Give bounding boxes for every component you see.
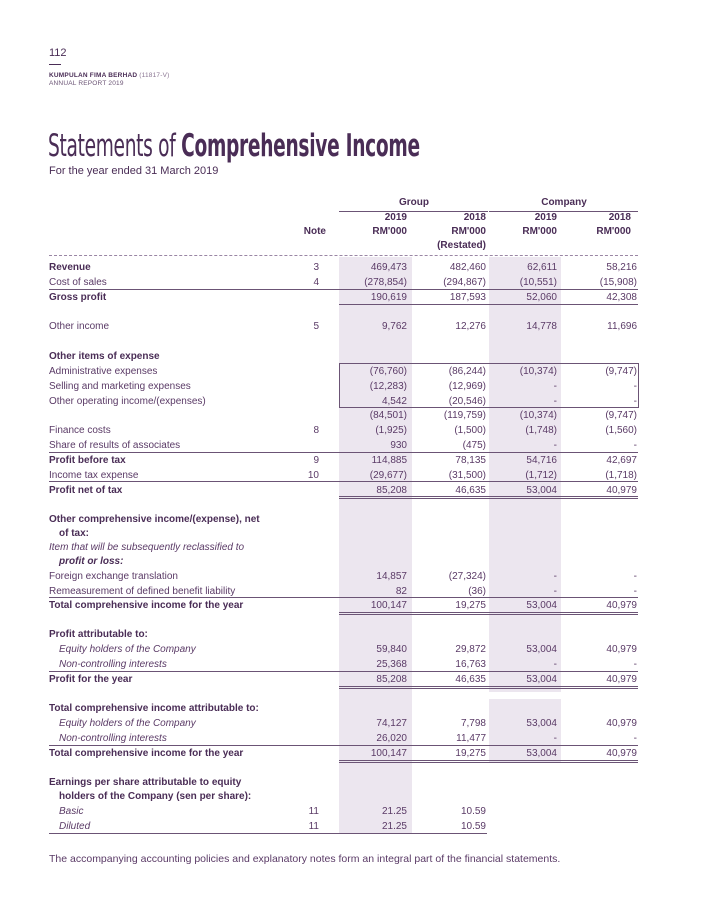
row-company-2018: - (633, 381, 637, 392)
g2018-year: 2018 (463, 212, 486, 223)
rule-profit-net-2 (339, 498, 638, 499)
row-company-2019: - (553, 381, 557, 392)
row-group-2019: (12,283) (369, 381, 407, 392)
row-company-2019: (10,551) (519, 277, 557, 288)
expenses-box (339, 363, 639, 408)
company-header: Company (541, 197, 587, 208)
row-label: Total comprehensive income for the year (49, 600, 244, 611)
row-group-2018: (36) (468, 586, 486, 597)
rule-tci-1 (339, 612, 638, 613)
report-name: ANNUAL REPORT 2019 (49, 80, 124, 87)
row-company-2019: (10,374) (519, 410, 557, 421)
row-group-2019: 21.25 (381, 821, 407, 832)
rule-remeasurement (49, 597, 638, 598)
g2018-unit: RM'000 (451, 226, 486, 237)
row-company-2018: 40,979 (606, 674, 637, 685)
row-company-2019: (1,712) (525, 470, 557, 481)
row-label: Earnings per share attributable to equity (49, 777, 242, 788)
row-company-2018: 58,216 (606, 262, 637, 273)
row-group-2018: 10.59 (460, 821, 486, 832)
row-note: 5 (313, 321, 319, 332)
row-group-2018: 19,275 (455, 748, 486, 759)
c2019-year: 2019 (534, 212, 557, 223)
row-label: Finance costs (49, 425, 111, 436)
row-label: Gross profit (49, 292, 107, 303)
row-label: Other items of expense (49, 351, 160, 362)
row-company-2019: (10,374) (519, 366, 557, 377)
rule-share-results (49, 452, 638, 453)
row-group-2018: 19,275 (455, 600, 486, 611)
g2018-restated: (Restated) (437, 240, 486, 251)
row-group-2019: 930 (390, 440, 407, 451)
row-group-2019: (278,854) (364, 277, 407, 288)
row-group-2018: (31,500) (448, 470, 486, 481)
title-bold: Comprehensive Income (181, 128, 420, 164)
row-company-2019: - (553, 571, 557, 582)
row-label: Profit for the year (49, 674, 133, 685)
rule-nci-2 (49, 745, 638, 746)
row-label: Income tax expense (49, 470, 139, 481)
row-company-2018: (9,747) (605, 410, 637, 421)
c2018-unit: RM'000 (596, 226, 631, 237)
row-group-2019: 469,473 (370, 262, 407, 273)
group-header: Group (399, 197, 429, 208)
row-group-2018: (119,759) (443, 410, 486, 421)
row-label: Profit net of tax (49, 485, 123, 496)
rule-tci-2 (339, 614, 638, 615)
row-note: 11 (308, 821, 319, 832)
row-label: Equity holders of the Company (59, 644, 196, 655)
row-label: Total comprehensive income for the year (49, 748, 244, 759)
row-label: Share of results of associates (49, 440, 181, 451)
page-number-rule (49, 64, 61, 65)
row-group-2018: 16,763 (455, 659, 486, 670)
row-label: Total comprehensive income attributable to: (49, 703, 259, 714)
rule-cost-of-sales (49, 289, 638, 290)
row-group-2019: (1,925) (375, 425, 407, 436)
row-company-2019: - (553, 396, 557, 407)
row-group-2019: 4,542 (381, 396, 407, 407)
g2019-year: 2019 (384, 212, 407, 223)
rule-income-tax (49, 481, 638, 482)
row-label: Basic (59, 806, 84, 817)
row-group-2018: 10.59 (460, 806, 486, 817)
row-company-2019: 14,778 (526, 321, 557, 332)
row-company-2019: - (553, 733, 557, 744)
row-note: 3 (313, 262, 319, 273)
row-group-2018: (1,500) (454, 425, 486, 436)
row-company-2018: - (633, 571, 637, 582)
row-label: Selling and marketing expenses (49, 381, 191, 392)
row-label: Remeasurement of defined benefit liability (49, 586, 236, 597)
row-label: Other operating income/(expenses) (49, 396, 206, 407)
row-group-2019: 82 (395, 586, 407, 597)
row-group-2019: 25,368 (376, 659, 407, 670)
row-company-2019: - (553, 659, 557, 670)
row-label: Non-controlling interests (59, 733, 167, 744)
page-title (48, 128, 420, 164)
row-company-2018: - (633, 396, 637, 407)
row-group-2019: 85,208 (376, 485, 407, 496)
c2018-year: 2018 (608, 212, 631, 223)
page-subtitle: For the year ended 31 March 2019 (49, 165, 219, 177)
company-name (49, 72, 170, 79)
row-group-2018: 78,135 (455, 455, 486, 466)
row-company-2018: - (633, 659, 637, 670)
row-company-2019: 54,716 (526, 455, 557, 466)
row-group-2019: 190,619 (370, 292, 407, 303)
row-group-2018: (20,546) (448, 396, 486, 407)
row-label: Other income (49, 321, 110, 332)
row-company-2018: (15,908) (599, 277, 637, 288)
row-group-2018: (294,867) (443, 277, 486, 288)
row-group-2018: 11,477 (456, 733, 486, 744)
rule-profit-year-1 (339, 686, 638, 687)
row-group-2019: 59,840 (376, 644, 407, 655)
row-label: Diluted (59, 821, 91, 832)
row-label: holders of the Company (sen per share): (59, 791, 252, 802)
row-group-2018: 46,635 (455, 674, 486, 685)
row-label: Foreign exchange translation (49, 571, 178, 582)
row-label: Item that will be subsequently reclassified to (49, 542, 245, 553)
row-group-2019: (29,677) (369, 470, 407, 481)
row-company-2018: - (633, 733, 637, 744)
row-company-2018: (1,560) (605, 425, 637, 436)
row-group-2019: 85,208 (376, 674, 407, 685)
g2019-unit: RM'000 (372, 226, 407, 237)
rule-nci-1 (49, 671, 638, 672)
company-name-text: KUMPULAN FIMA BERHAD (49, 72, 138, 79)
row-company-2018: (9,747) (605, 366, 637, 377)
page-number: 112 (49, 47, 67, 59)
row-company-2018: 40,979 (606, 748, 637, 759)
row-company-2019: - (553, 440, 557, 451)
row-label: Cost of sales (49, 277, 107, 288)
row-group-2018: 482,460 (449, 262, 486, 273)
row-company-2019: 53,004 (526, 600, 557, 611)
row-note: 8 (313, 425, 319, 436)
row-company-2018: 40,979 (606, 718, 637, 729)
row-label: profit or loss: (59, 556, 124, 567)
row-group-2018: (86,244) (448, 366, 486, 377)
row-note: 9 (313, 455, 319, 466)
row-group-2018: (27,324) (448, 571, 486, 582)
row-group-2018: 187,593 (449, 292, 486, 303)
row-group-2019: 100,147 (370, 748, 407, 759)
row-company-2018: (1,718) (605, 470, 637, 481)
row-company-2018: 42,697 (606, 455, 637, 466)
row-company-2018: 40,979 (606, 644, 637, 655)
row-company-2019: 52,060 (526, 292, 557, 303)
row-label: of tax: (59, 528, 89, 539)
row-group-2019: (84,501) (369, 410, 407, 421)
row-note: 10 (307, 470, 319, 481)
row-company-2018: 11,696 (607, 321, 637, 332)
row-group-2018: (12,969) (448, 381, 486, 392)
row-group-2018: (475) (462, 440, 486, 451)
row-label: Non-controlling interests (59, 659, 167, 670)
row-group-2019: 21.25 (381, 806, 407, 817)
row-group-2019: 14,857 (376, 571, 407, 582)
rule-profit-year-2 (339, 688, 638, 689)
row-group-2018: 12,276 (455, 321, 486, 332)
row-group-2018: 46,635 (455, 485, 486, 496)
row-company-2019: 53,004 (526, 644, 557, 655)
row-company-2018: 40,979 (606, 485, 637, 496)
c2019-unit: RM'000 (522, 226, 557, 237)
row-group-2019: 114,885 (371, 455, 407, 466)
footer-note: The accompanying accounting policies and explanatory notes form an integral part of the financial statements. (49, 853, 561, 865)
rule-gross-profit (339, 304, 638, 305)
header-divider (49, 255, 638, 256)
row-label: Administrative expenses (49, 366, 158, 377)
row-group-2019: 74,127 (376, 718, 407, 729)
row-label: Profit before tax (49, 455, 126, 466)
row-label: Revenue (49, 262, 91, 273)
row-note: 4 (313, 277, 319, 288)
row-company-2018: 42,308 (606, 292, 637, 303)
row-group-2019: 26,020 (376, 733, 407, 744)
row-company-2018: - (633, 440, 637, 451)
row-group-2019: (76,760) (369, 366, 407, 377)
row-company-2019: 62,611 (527, 262, 557, 273)
row-label: Other comprehensive income/(expense), net (49, 514, 260, 525)
row-group-2019: 9,762 (381, 321, 407, 332)
company-registration: (11817-V) (139, 72, 170, 79)
rule-eps (49, 833, 487, 834)
row-label: Profit attributable to: (49, 629, 148, 640)
row-company-2019: 53,004 (526, 485, 557, 496)
rule-profit-net-1 (339, 496, 638, 497)
row-company-2018: - (633, 586, 637, 597)
row-company-2019: - (553, 586, 557, 597)
rule-tci-year-2 (339, 762, 638, 763)
row-company-2019: 53,004 (526, 748, 557, 759)
row-company-2019: 53,004 (526, 718, 557, 729)
rule-tci-year-1 (339, 760, 638, 761)
row-company-2019: 53,004 (526, 674, 557, 685)
row-group-2018: 29,872 (455, 644, 486, 655)
row-group-2018: 7,798 (460, 718, 486, 729)
row-group-2019: 100,147 (370, 600, 407, 611)
note-header: Note (303, 226, 326, 237)
row-note: 11 (308, 806, 319, 817)
title-light: Statements of (48, 128, 182, 164)
row-label: Equity holders of the Company (59, 718, 196, 729)
row-company-2019: (1,748) (525, 425, 557, 436)
row-company-2018: 40,979 (606, 600, 637, 611)
